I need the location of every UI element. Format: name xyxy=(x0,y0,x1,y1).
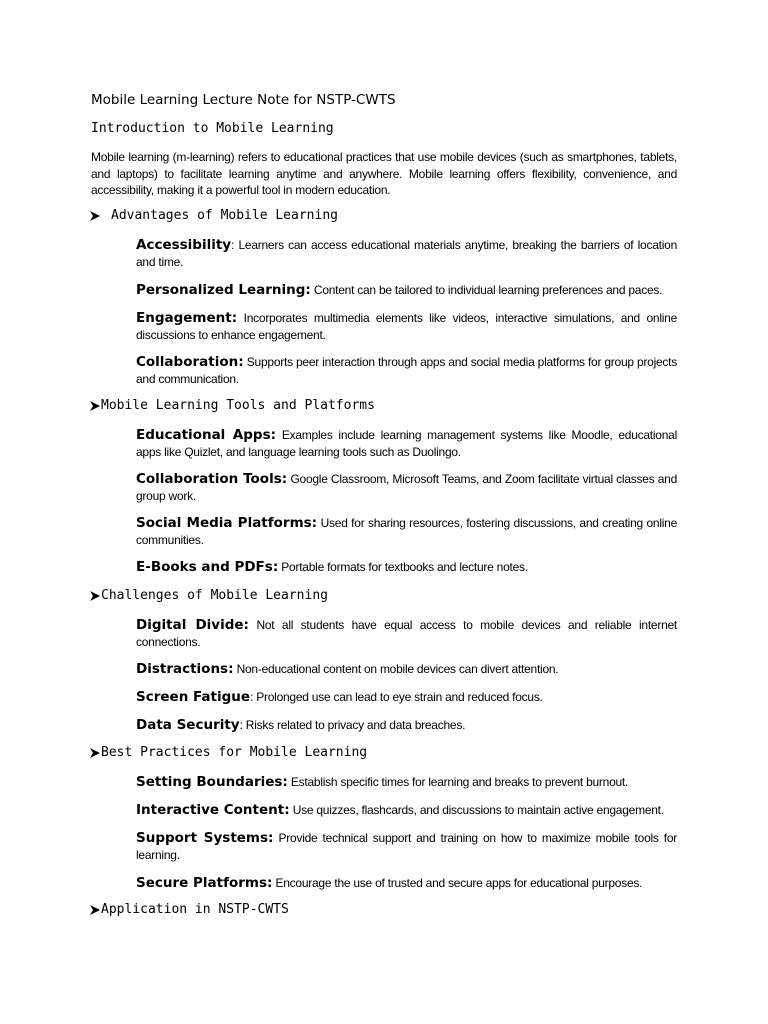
item-desc: Establish specific times for learning and breaks to prevent burnout. xyxy=(287,775,629,789)
section-heading-text: Best Practices for Mobile Learning xyxy=(101,745,368,760)
arrowhead-bullet-icon xyxy=(89,904,101,916)
item-term: Accessibility xyxy=(136,237,232,253)
section-heading-text: Mobile Learning Tools and Platforms xyxy=(101,398,375,413)
item-term: Secure Platforms: xyxy=(136,875,273,891)
item-term: Support Systems: xyxy=(136,830,274,846)
list-item xyxy=(136,471,677,505)
item-term: Distractions: xyxy=(136,661,234,677)
item-term: Social Media Platforms: xyxy=(136,515,318,531)
item-desc: Examples include learning management systems like Moodle, educational apps like Quizlet, and language learning tools such as Duolingo. xyxy=(136,428,677,459)
list-item xyxy=(136,282,677,299)
list-item xyxy=(136,661,677,678)
document-title: Mobile Learning Lecture Note for NSTP-CWTS xyxy=(91,92,396,108)
item-term: Collaboration: xyxy=(136,354,244,370)
item-term: Screen Fatigue xyxy=(136,689,251,705)
section-heading-text: Challenges of Mobile Learning xyxy=(101,588,328,603)
item-term: Personalized Learning: xyxy=(136,282,311,298)
section-heading-text: Application in NSTP-CWTS xyxy=(101,902,289,917)
section-heading-tools xyxy=(89,398,375,413)
list-item xyxy=(136,830,677,864)
arrowhead-bullet-icon xyxy=(89,210,101,222)
item-term: Collaboration Tools: xyxy=(136,471,288,487)
list-item xyxy=(136,875,677,892)
item-desc: : Prolonged use can lead to eye strain and reduced focus. xyxy=(250,690,543,704)
item-desc: Use quizzes, flashcards, and discussions to maintain active engagement. xyxy=(289,803,664,817)
item-term: Digital Divide: xyxy=(136,617,249,633)
item-desc: Portable formats for textbooks and lecture notes. xyxy=(278,560,528,574)
list-item xyxy=(136,427,677,461)
list-item xyxy=(136,559,677,576)
item-desc: Incorporates multimedia elements like videos, interactive simulations, and online discussions to enhance engagement. xyxy=(136,311,677,342)
list-item xyxy=(136,802,677,819)
list-item xyxy=(136,717,677,734)
list-item xyxy=(136,774,677,791)
item-desc: Content can be tailored to individual learning preferences and paces. xyxy=(310,283,663,297)
item-desc: Google Classroom, Microsoft Teams, and Zoom facilitate virtual classes and group work. xyxy=(136,472,677,503)
item-term: Educational Apps: xyxy=(136,427,277,443)
item-term: Engagement: xyxy=(136,310,238,326)
section-heading-challenges xyxy=(89,588,328,603)
arrowhead-bullet-icon xyxy=(89,590,101,602)
item-desc: Supports peer interaction through apps and social media platforms for group projects and communication. xyxy=(136,355,677,386)
list-item xyxy=(136,617,677,651)
section-heading-application xyxy=(89,902,289,917)
section-heading-advantages xyxy=(89,208,338,223)
item-desc: Non-educational content on mobile devices can divert attention. xyxy=(233,662,559,676)
section-heading-text: Advantages of Mobile Learning xyxy=(111,208,338,223)
list-item xyxy=(136,354,677,388)
arrowhead-bullet-icon xyxy=(89,747,101,759)
item-term: Data Security xyxy=(136,717,240,733)
intro-paragraph: Mobile learning (m-learning) refers to educational practices that use mobile devices (such as smartphones, tablets, and laptops) to facilitate learning anytime and anywhere. Mobile learning offers flexibility, convenience, and accessibility, making it a powerful tool in modern education. xyxy=(91,150,677,197)
item-term: Interactive Content: xyxy=(136,802,290,818)
intro-heading: Introduction to Mobile Learning xyxy=(91,121,334,136)
item-desc: Provide technical support and training on how to maximize mobile tools for learning. xyxy=(136,831,678,862)
item-term: Setting Boundaries: xyxy=(136,774,288,790)
item-desc: Not all students have equal access to mobile devices and reliable internet connections. xyxy=(136,618,677,649)
list-item xyxy=(136,237,677,271)
item-desc: : Learners can access educational materials anytime, breaking the barriers of location and time. xyxy=(136,238,677,269)
list-item xyxy=(136,310,677,344)
item-desc: Encourage the use of trusted and secure apps for educational purposes. xyxy=(272,876,643,890)
section-heading-best-practices xyxy=(89,745,367,760)
item-desc: Used for sharing resources, fostering discussions, and creating online communities. xyxy=(136,516,677,547)
item-desc: : Risks related to privacy and data breaches. xyxy=(239,718,466,732)
list-item xyxy=(136,689,677,706)
arrowhead-bullet-icon xyxy=(89,400,101,412)
list-item xyxy=(136,515,677,549)
item-term: E-Books and PDFs: xyxy=(136,559,279,575)
